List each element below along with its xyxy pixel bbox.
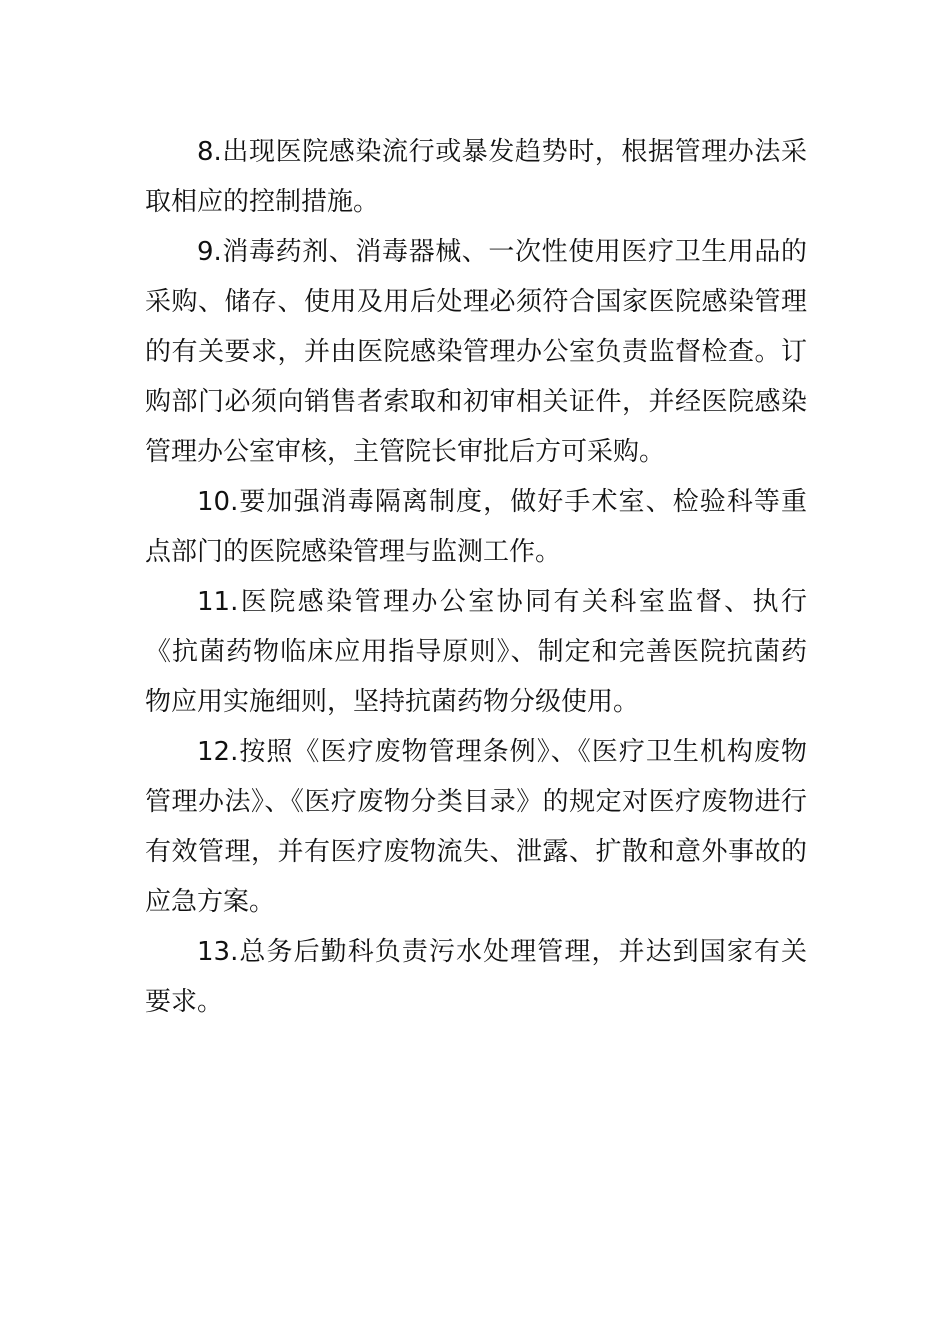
paragraph-9: 9.消毒药剂、消毒器械、一次性使用医疗卫生用品的采购、储存、使用及用后处理必须符合国家医院感染管理的有关要求，并由医院感染管理办公室负责监督检查。订购部门必须向销售者索取和初审相关证件，并经医院感染管理办公室审核，主管院长审批后方可采购。 (145, 237, 807, 467)
paragraph-11: 11.医院感染管理办公室协同有关科室监督、执行《抗菌药物临床应用指导原则》、制定和完善医院抗菌药物应用实施细则，坚持抗菌药物分级使用。 (145, 587, 807, 717)
document-body (145, 127, 807, 1027)
paragraph-8: 8.出现医院感染流行或暴发趋势时，根据管理办法采取相应的控制措施。 (145, 137, 807, 217)
paragraph-10: 10.要加强消毒隔离制度，做好手术室、检验科等重点部门的医院感染管理与监测工作。 (145, 487, 807, 567)
paragraph-12: 12.按照《医疗废物管理条例》、《医疗卫生机构废物管理办法》、《医疗废物分类目录》的规定对医疗废物进行有效管理，并有医疗废物流失、泄露、扩散和意外事故的应急方案。 (145, 737, 807, 917)
paragraph-13: 13.总务后勤科负责污水处理管理，并达到国家有关要求。 (145, 937, 807, 1017)
